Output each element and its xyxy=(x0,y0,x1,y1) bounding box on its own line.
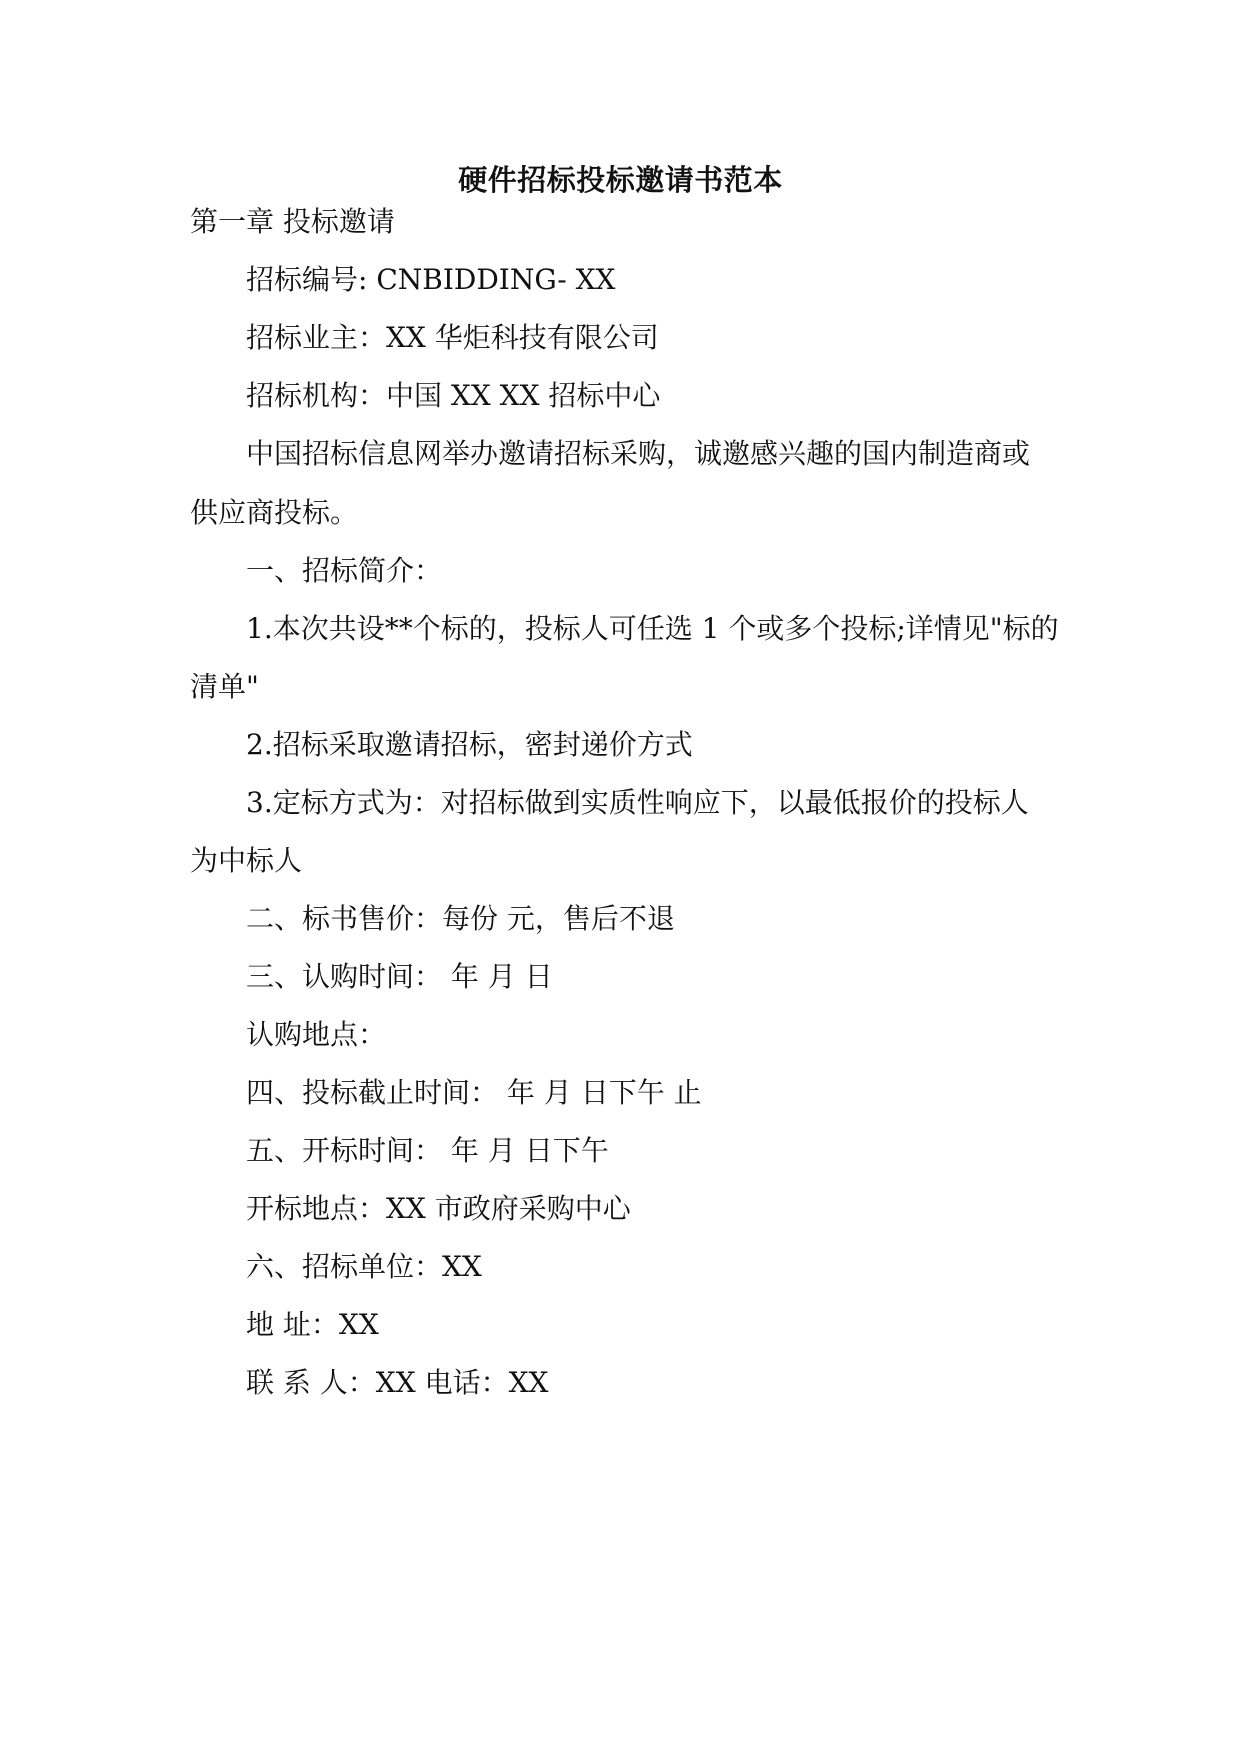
section-6-tender-unit: 六、招标单位：XX xyxy=(246,1250,482,1283)
item-1-line-2: 清单" xyxy=(190,670,259,703)
item-2: 2.招标采取邀请招标，密封递价方式 xyxy=(246,728,693,761)
tender-agency: 招标机构：中国 XX XX 招标中心 xyxy=(246,379,661,412)
tender-owner: 招标业主：XX 华炬科技有限公司 xyxy=(246,321,659,354)
intro-paragraph-line-2: 供应商投标。 xyxy=(190,496,359,529)
address: 地 址：XX xyxy=(246,1308,379,1341)
opening-place: 开标地点：XX 市政府采购中心 xyxy=(246,1192,631,1225)
chapter-heading: 第一章 投标邀请 xyxy=(190,205,395,238)
item-3-line-2: 为中标人 xyxy=(190,844,303,877)
section-1-heading: 一、招标简介： xyxy=(246,554,443,587)
purchase-place: 认购地点： xyxy=(246,1018,387,1051)
intro-paragraph-line-1: 中国招标信息网举办邀请招标采购，诚邀感兴趣的国内制造商或 xyxy=(246,437,1031,470)
section-3-purchase-time: 三、认购时间： 年 月 日 xyxy=(246,960,553,993)
section-5-opening-time: 五、开标时间： 年 月 日下午 xyxy=(246,1134,609,1167)
section-2-price: 二、标书售价：每份 元，售后不退 xyxy=(246,902,675,935)
contact-person-phone: 联 系 人：XX 电话：XX xyxy=(246,1366,549,1399)
item-3-line-1: 3.定标方式为：对招标做到实质性响应下，以最低报价的投标人 xyxy=(246,786,1029,819)
section-4-deadline: 四、投标截止时间： 年 月 日下午 止 xyxy=(246,1076,702,1109)
document-title: 硬件招标投标邀请书范本 xyxy=(458,163,783,197)
tender-number: 招标编号: CNBIDDING- XX xyxy=(246,263,616,296)
item-1-line-1: 1.本次共设**个标的，投标人可任选 1 个或多个投标;详情见"标的 xyxy=(246,612,1059,645)
